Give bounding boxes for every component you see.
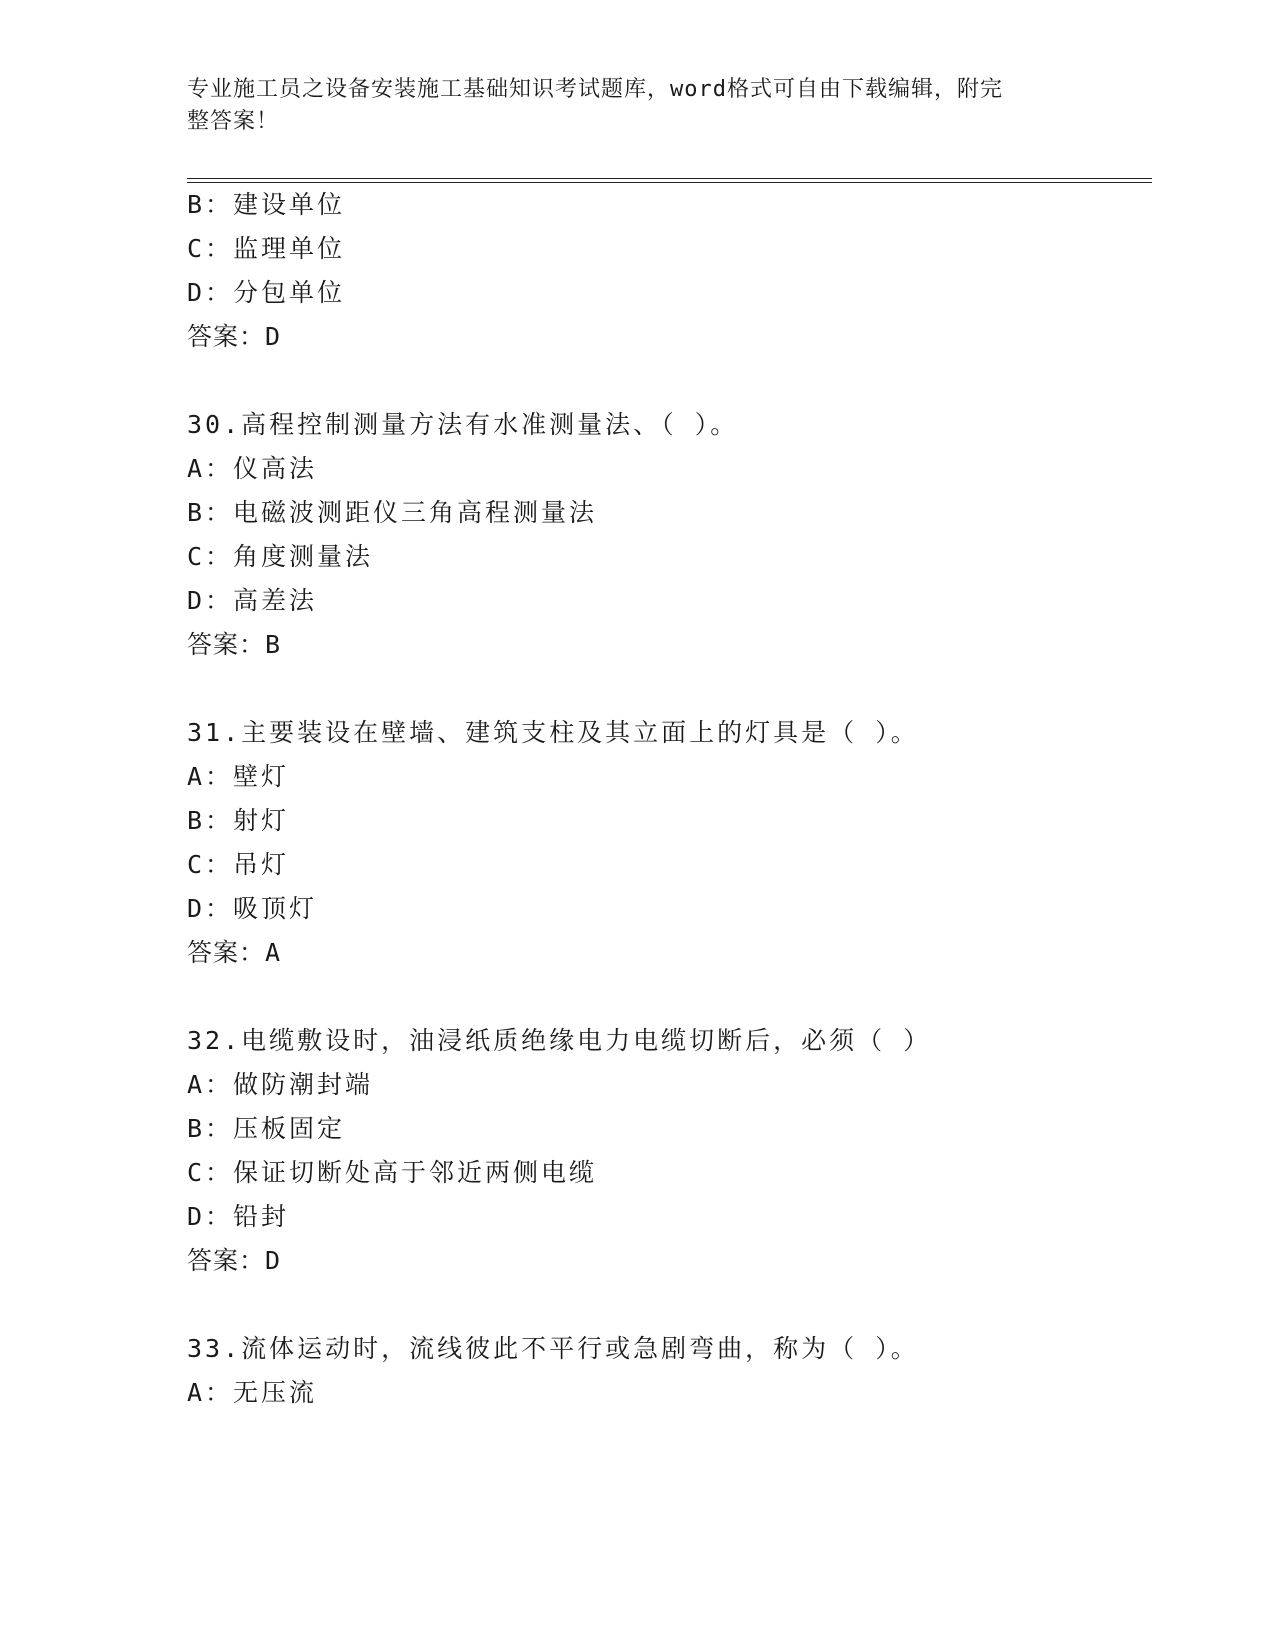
option-c: C：监理单位 — [187, 234, 346, 263]
question-32: 32.电缆敷设时，油浸纸质绝缘电力电缆切断后，必须（ ） — [187, 1026, 932, 1055]
document-header — [187, 74, 1067, 138]
option-d: D：高差法 — [187, 586, 318, 615]
option-a: A：做防潮封端 — [187, 1070, 374, 1099]
question-31: 31.主要装设在壁墙、建筑支柱及其立面上的灯具是（ ）。 — [187, 718, 919, 747]
option-c: C：保证切断处高于邻近两侧电缆 — [187, 1158, 598, 1187]
option-b: B：建设单位 — [187, 190, 346, 219]
option-b: B：电磁波测距仪三角高程测量法 — [187, 498, 598, 527]
answer-31: 答案：A — [187, 938, 282, 967]
answer-30: 答案：B — [187, 630, 282, 659]
option-a: A：无压流 — [187, 1378, 318, 1407]
option-a: A：壁灯 — [187, 762, 290, 791]
option-a: A：仪高法 — [187, 454, 318, 483]
question-33: 33.流体运动时，流线彼此不平行或急剧弯曲，称为（ ）。 — [187, 1334, 919, 1363]
option-b: B：压板固定 — [187, 1114, 346, 1143]
question-30: 30.高程控制测量方法有水准测量法、（ ）。 — [187, 410, 739, 439]
option-b: B：射灯 — [187, 806, 290, 835]
header-line-2: 整答案！ — [187, 109, 280, 134]
option-c: C：角度测量法 — [187, 542, 374, 571]
answer-32: 答案：D — [187, 1246, 282, 1275]
option-d: D：铅封 — [187, 1202, 290, 1231]
option-d: D：分包单位 — [187, 278, 346, 307]
header-divider — [187, 178, 1152, 183]
answer-29: 答案：D — [187, 322, 282, 351]
option-d: D：吸顶灯 — [187, 894, 318, 923]
option-c: C：吊灯 — [187, 850, 290, 879]
header-line-1: 专业施工员之设备安装施工基础知识考试题库，word格式可自由下载编辑，附完 — [187, 77, 1003, 102]
